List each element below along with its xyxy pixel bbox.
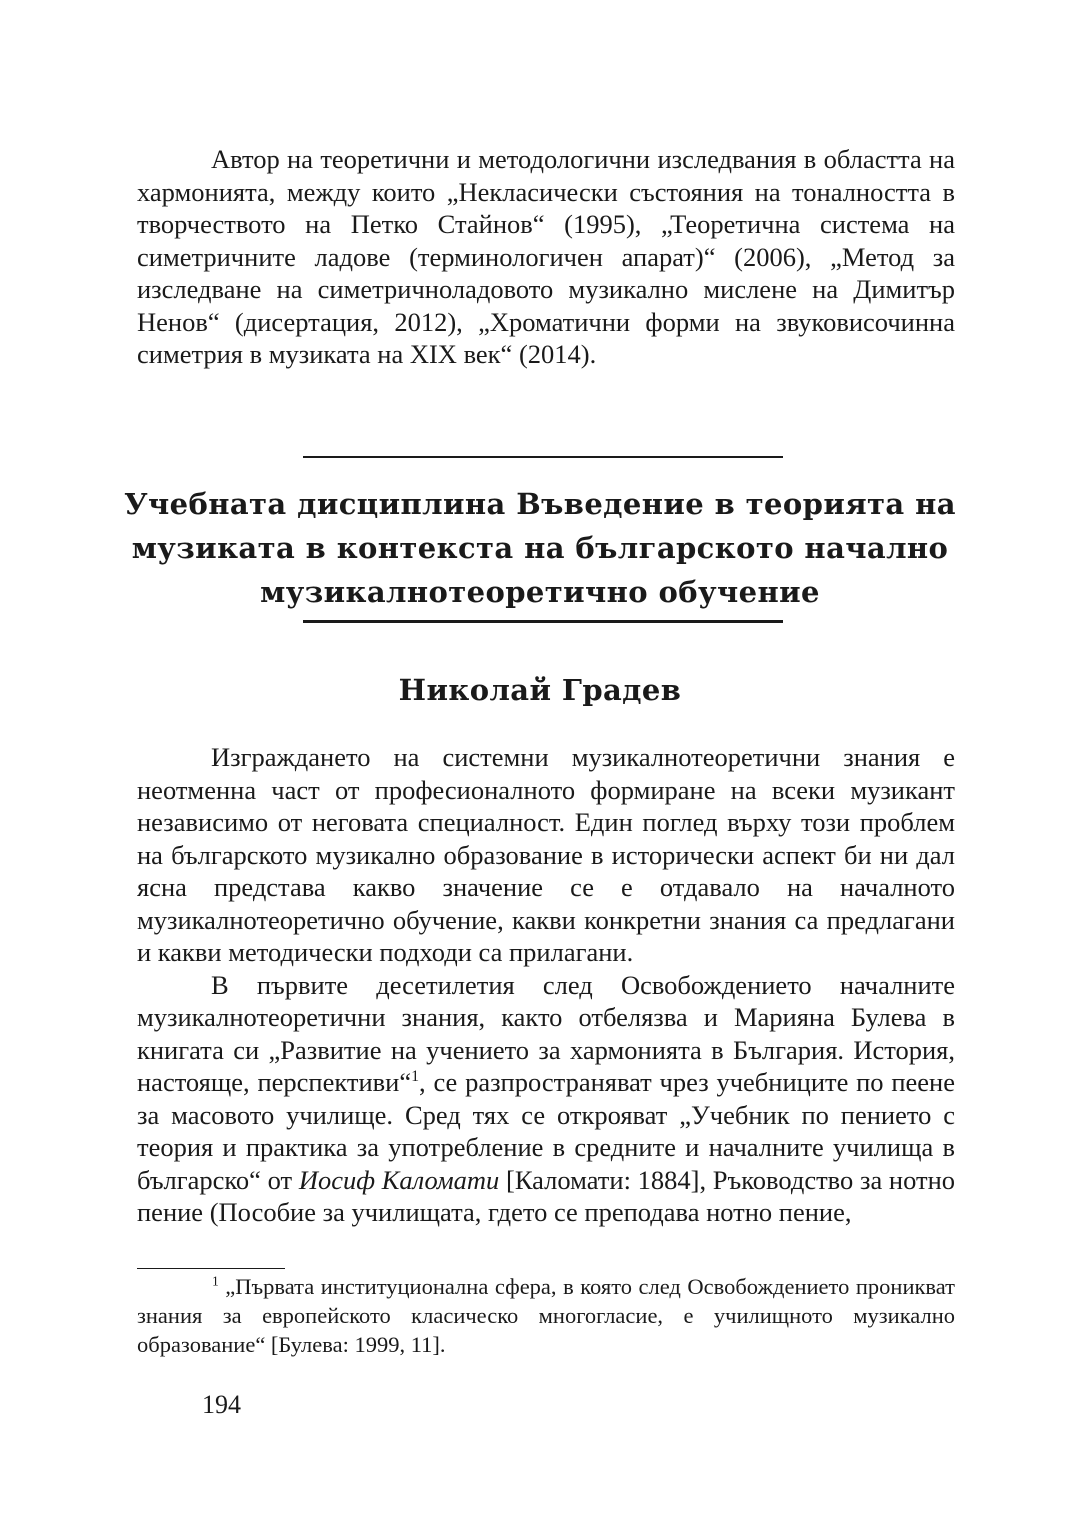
article-title: Учебната дисциплина Въведение в теорията на музиката в контекста на българското начално музикалнотеоретично обучение <box>124 487 956 609</box>
intro-paragraph: Автор на теоретични и методологични изследвания в областта на хармонията, между които „Некласически състояния на тоналността в творчеството на Петко Стайнов“ (1995), „Теоретична система на симетричните ладове (терминологичен апарат)“ (2006), „Метод за изследване на симетричноладовото музикално мислене на Димитър Ненов“ (дисертация, 2012), „Хроматични форми на звуковисочинна симетрия в музиката на XIX век“ (2014). <box>137 144 955 369</box>
footnote-number: 1 <box>212 1273 219 1289</box>
footnote-text: „Първата институционална сфера, в която след Освобождението проникват знания за европейското класическо многогласие, е училищното музикално образование“ [Булева: 1999, 11]. <box>137 1274 955 1357</box>
article-body <box>137 741 955 1229</box>
body-paragraph-1: Изграждането на системни музикалнотеоретични знания е неотменна част от професионалното формиране на всеки музикант независимо от неговата специалност. Един поглед върху този проблем на българското музикално образование в исторически аспект би ни дал ясна представа какво значение се е отдавало на началното музикалнотеоретично обучение, какви конкретни знания са предлагани и какви методически подходи са прилагани. <box>137 742 955 967</box>
footnote <box>137 1272 955 1359</box>
intro-section <box>137 143 955 371</box>
author-name: Николай Градев <box>398 673 682 707</box>
footnote-separator <box>137 1268 285 1269</box>
body-paragraph-2 <box>137 969 955 1229</box>
cited-author: Иосиф Каломати <box>298 1164 500 1195</box>
page-number: 194 <box>202 1390 241 1419</box>
title-top-rule <box>303 456 783 458</box>
footnote-reference[interactable]: 1 <box>411 1068 420 1086</box>
paragraph-2-text-a: В първите десетилетия след Освобождението началните музикалнотеоретични знания, както отбелязва и Марияна Булева в книгата си „Развитие на учението за хармонията в България. История, настояще, перспективи“ <box>137 969 955 1097</box>
paragraph-2-text-b: , се разпространяват чрез учебниците по пеене за масовото училище. Сред тях се открояват „Учебник по пението с теория и практика за употребление в средните и началните училища в българско“ от <box>137 1067 955 1195</box>
paragraph-2-text-c: [Каломати: 1884], Ръководство за нотно пение (Пособие за училищата, гдето се преподава нотно пение, <box>137 1164 956 1227</box>
title-bottom-rule <box>303 620 783 623</box>
